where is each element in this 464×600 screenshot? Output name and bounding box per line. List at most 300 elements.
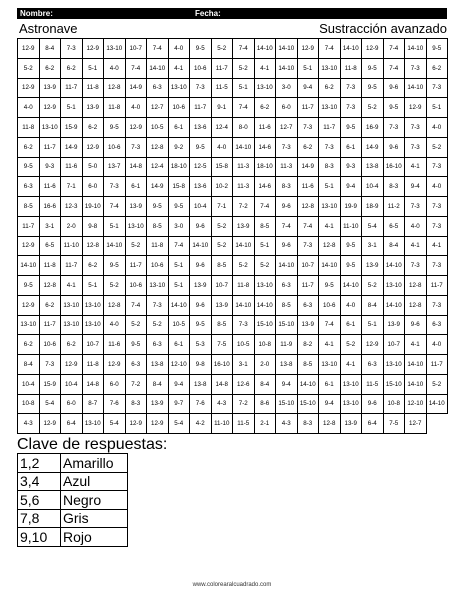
grid-cell[interactable]: 14-10 (426, 394, 448, 414)
grid-cell[interactable]: 14-10 (276, 256, 298, 276)
grid-cell[interactable]: 10-6 (125, 276, 147, 296)
grid-cell[interactable]: 12-9 (362, 335, 384, 355)
grid-cell[interactable]: 5-2 (340, 335, 362, 355)
grid-cell[interactable]: 7-4 (125, 295, 147, 315)
grid-cell[interactable]: 10-6 (319, 295, 341, 315)
grid-cell[interactable]: 12-9 (297, 39, 319, 59)
grid-cell[interactable]: 5-0 (82, 157, 104, 177)
grid-cell[interactable]: 5-1 (168, 276, 190, 296)
grid-cell[interactable]: 14-10 (276, 39, 298, 59)
grid-cell[interactable]: 2-0 (61, 216, 83, 236)
grid-cell[interactable]: 7-4 (254, 197, 276, 217)
grid-cell[interactable]: 7-3 (426, 197, 448, 217)
grid-cell[interactable]: 14-10 (319, 256, 341, 276)
grid-cell[interactable]: 7-3 (405, 256, 427, 276)
grid-cell[interactable]: 12-10 (405, 394, 427, 414)
grid-cell[interactable]: 13-10 (340, 374, 362, 394)
grid-cell[interactable]: 5-2 (426, 137, 448, 157)
grid-cell[interactable]: 6-2 (82, 118, 104, 138)
grid-cell[interactable]: 8-5 (211, 256, 233, 276)
grid-cell[interactable]: 11-8 (82, 355, 104, 375)
grid-cell[interactable]: 11-5 (362, 374, 384, 394)
grid-cell[interactable]: 10-4 (190, 197, 212, 217)
grid-cell[interactable]: 9-5 (340, 256, 362, 276)
grid-cell[interactable]: 13-10 (147, 276, 169, 296)
grid-cell[interactable]: 4-0 (125, 98, 147, 118)
grid-cell[interactable]: 11-7 (61, 78, 83, 98)
grid-cell[interactable]: 9-6 (383, 78, 405, 98)
grid-cell[interactable]: 6-2 (18, 335, 40, 355)
grid-cell[interactable]: 5-1 (104, 216, 126, 236)
grid-cell[interactable]: 13-7 (104, 157, 126, 177)
grid-cell[interactable]: 9-6 (383, 137, 405, 157)
grid-cell[interactable]: 8-7 (82, 394, 104, 414)
grid-cell[interactable]: 6-3 (125, 355, 147, 375)
grid-cell[interactable]: 14-6 (254, 137, 276, 157)
grid-cell[interactable]: 5-2 (211, 216, 233, 236)
grid-cell[interactable]: 15-9 (61, 118, 83, 138)
grid-cell[interactable]: 12-8 (82, 236, 104, 256)
grid-cell[interactable]: 10-6 (147, 256, 169, 276)
grid-cell[interactable]: 14-6 (254, 177, 276, 197)
grid-cell[interactable]: 7-3 (61, 39, 83, 59)
grid-cell[interactable]: 3-1 (233, 355, 255, 375)
grid-cell[interactable]: 4-0 (426, 177, 448, 197)
grid-cell[interactable]: 9-5 (190, 315, 212, 335)
grid-cell[interactable]: 14-9 (147, 177, 169, 197)
grid-cell[interactable]: 9-5 (18, 276, 40, 296)
grid-cell[interactable]: 9-5 (383, 98, 405, 118)
grid-cell[interactable]: 15-9 (39, 374, 61, 394)
grid-cell[interactable]: 13-10 (383, 276, 405, 296)
grid-cell[interactable]: 5-1 (426, 98, 448, 118)
grid-cell[interactable]: 6-3 (147, 335, 169, 355)
grid-cell[interactable]: 4-1 (61, 276, 83, 296)
grid-cell[interactable]: 6-2 (61, 335, 83, 355)
grid-cell[interactable]: 8-4 (18, 355, 40, 375)
grid-cell[interactable]: 4-3 (276, 414, 298, 434)
grid-cell[interactable]: 12-9 (125, 414, 147, 434)
grid-cell[interactable]: 5-2 (233, 58, 255, 78)
grid-cell[interactable]: 13-10 (383, 355, 405, 375)
grid-cell[interactable]: 5-3 (190, 335, 212, 355)
grid-cell[interactable]: 9-5 (190, 137, 212, 157)
grid-cell[interactable]: 8-4 (39, 39, 61, 59)
grid-cell[interactable]: 7-3 (426, 78, 448, 98)
grid-cell[interactable]: 13-10 (125, 216, 147, 236)
grid-cell[interactable]: 6-5 (383, 216, 405, 236)
grid-cell[interactable]: 18-10 (168, 157, 190, 177)
grid-cell[interactable]: 12-8 (405, 276, 427, 296)
grid-cell[interactable]: 14-10 (190, 236, 212, 256)
grid-cell[interactable]: 14-10 (340, 39, 362, 59)
grid-cell[interactable]: 8-2 (297, 335, 319, 355)
grid-cell[interactable]: 5-2 (211, 236, 233, 256)
grid-cell[interactable]: 10-8 (383, 394, 405, 414)
grid-cell[interactable]: 13-10 (82, 315, 104, 335)
grid-cell[interactable]: 15-10 (297, 394, 319, 414)
grid-cell[interactable]: 13-10 (82, 295, 104, 315)
grid-cell[interactable]: 10-4 (61, 374, 83, 394)
grid-cell[interactable]: 13-10 (39, 118, 61, 138)
grid-cell[interactable]: 15-10 (383, 374, 405, 394)
grid-cell[interactable]: 7-3 (276, 137, 298, 157)
grid-cell[interactable]: 6-0 (104, 374, 126, 394)
grid-cell[interactable]: 12-5 (190, 157, 212, 177)
grid-cell[interactable]: 5-1 (319, 177, 341, 197)
grid-cell[interactable]: 12-8 (319, 414, 341, 434)
grid-cell[interactable]: 9-6 (190, 295, 212, 315)
grid-cell[interactable]: 7-3 (340, 78, 362, 98)
grid-cell[interactable]: 14-10 (405, 355, 427, 375)
grid-cell[interactable]: 6-0 (276, 98, 298, 118)
grid-cell[interactable]: 15-10 (254, 315, 276, 335)
grid-cell[interactable]: 5-1 (82, 276, 104, 296)
grid-cell[interactable]: 7-4 (297, 216, 319, 236)
grid-cell[interactable]: 11-8 (104, 98, 126, 118)
grid-cell[interactable]: 4-1 (426, 236, 448, 256)
grid-cell[interactable]: 5-2 (426, 374, 448, 394)
grid-cell[interactable]: 6-1 (340, 137, 362, 157)
grid-cell[interactable]: 9-6 (362, 394, 384, 414)
grid-cell[interactable]: 2-1 (254, 414, 276, 434)
grid-cell[interactable]: 6-2 (254, 98, 276, 118)
grid-cell[interactable]: 6-1 (168, 118, 190, 138)
grid-cell[interactable]: 14-10 (383, 295, 405, 315)
grid-cell[interactable]: 14-9 (61, 137, 83, 157)
grid-cell[interactable]: 12-8 (297, 197, 319, 217)
grid-cell[interactable]: 10-6 (39, 335, 61, 355)
grid-cell[interactable]: 7-3 (319, 137, 341, 157)
grid-cell[interactable]: 6-1 (125, 177, 147, 197)
grid-cell[interactable]: 11-7 (39, 137, 61, 157)
grid-cell[interactable]: 9-4 (319, 394, 341, 414)
grid-cell[interactable]: 12-8 (104, 78, 126, 98)
grid-cell[interactable]: 8-6 (254, 394, 276, 414)
grid-cell[interactable]: 13-9 (39, 78, 61, 98)
grid-cell[interactable]: 14-10 (405, 374, 427, 394)
grid-cell[interactable]: 11-5 (233, 414, 255, 434)
grid-cell[interactable]: 9-5 (147, 197, 169, 217)
grid-cell[interactable]: 8-3 (383, 177, 405, 197)
grid-cell[interactable]: 9-6 (190, 256, 212, 276)
grid-cell[interactable]: 8-3 (297, 414, 319, 434)
grid-cell[interactable]: 11-3 (233, 157, 255, 177)
grid-cell[interactable]: 7-3 (297, 118, 319, 138)
grid-cell[interactable]: 11-3 (276, 157, 298, 177)
grid-cell[interactable]: 14-9 (297, 157, 319, 177)
grid-cell[interactable]: 10-2 (211, 177, 233, 197)
grid-cell[interactable]: 7-4 (319, 39, 341, 59)
grid-cell[interactable]: 13-10 (168, 78, 190, 98)
grid-cell[interactable]: 11-8 (147, 236, 169, 256)
grid-cell[interactable]: 14-8 (125, 157, 147, 177)
grid-cell[interactable]: 12-9 (104, 355, 126, 375)
grid-cell[interactable]: 13-9 (340, 414, 362, 434)
grid-cell[interactable]: 9-5 (125, 335, 147, 355)
grid-cell[interactable]: 6-3 (362, 355, 384, 375)
grid-cell[interactable]: 13-10 (319, 197, 341, 217)
grid-cell[interactable]: 18-10 (254, 157, 276, 177)
grid-cell[interactable]: 12-4 (147, 157, 169, 177)
grid-cell[interactable]: 9-8 (190, 355, 212, 375)
grid-cell[interactable]: 8-5 (18, 197, 40, 217)
grid-cell[interactable]: 3-1 (39, 216, 61, 236)
grid-cell[interactable]: 6-0 (82, 177, 104, 197)
grid-cell[interactable]: 11-6 (61, 157, 83, 177)
grid-cell[interactable]: 11-8 (18, 118, 40, 138)
grid-cell[interactable]: 12-9 (125, 118, 147, 138)
grid-cell[interactable]: 7-2 (233, 197, 255, 217)
grid-cell[interactable]: 7-2 (233, 394, 255, 414)
grid-cell[interactable]: 11-6 (297, 177, 319, 197)
grid-cell[interactable]: 7-3 (39, 355, 61, 375)
grid-cell[interactable]: 6-1 (340, 315, 362, 335)
grid-cell[interactable]: 6-2 (18, 137, 40, 157)
grid-cell[interactable]: 14-10 (276, 58, 298, 78)
grid-cell[interactable]: 4-3 (211, 394, 233, 414)
grid-cell[interactable]: 13-9 (190, 276, 212, 296)
grid-cell[interactable]: 11-8 (233, 276, 255, 296)
grid-cell[interactable]: 5-2 (147, 315, 169, 335)
grid-cell[interactable]: 12-9 (39, 98, 61, 118)
grid-cell[interactable]: 13-10 (61, 315, 83, 335)
grid-cell[interactable]: 9-5 (319, 276, 341, 296)
grid-cell[interactable]: 7-5 (211, 335, 233, 355)
grid-cell[interactable]: 4-1 (405, 335, 427, 355)
grid-cell[interactable]: 9-5 (362, 78, 384, 98)
grid-cell[interactable]: 5-2 (362, 98, 384, 118)
grid-cell[interactable]: 3-1 (362, 236, 384, 256)
grid-cell[interactable]: 5-1 (61, 98, 83, 118)
grid-cell[interactable]: 10-7 (211, 276, 233, 296)
grid-cell[interactable]: 11-10 (340, 216, 362, 236)
grid-cell[interactable]: 5-2 (18, 58, 40, 78)
grid-cell[interactable]: 6-4 (362, 414, 384, 434)
grid-cell[interactable]: 7-4 (276, 216, 298, 236)
grid-cell[interactable]: 12-9 (82, 137, 104, 157)
grid-cell[interactable]: 16-10 (211, 355, 233, 375)
grid-cell[interactable]: 12-9 (18, 236, 40, 256)
grid-cell[interactable]: 7-3 (426, 157, 448, 177)
grid-cell[interactable]: 10-5 (147, 118, 169, 138)
grid-cell[interactable]: 10-4 (18, 374, 40, 394)
grid-cell[interactable]: 7-5 (383, 414, 405, 434)
grid-cell[interactable]: 9-5 (362, 58, 384, 78)
grid-cell[interactable]: 7-4 (383, 58, 405, 78)
grid-cell[interactable]: 12-7 (147, 98, 169, 118)
grid-cell[interactable]: 11-8 (39, 256, 61, 276)
grid-cell[interactable]: 13-6 (190, 177, 212, 197)
grid-cell[interactable]: 10-7 (125, 39, 147, 59)
grid-cell[interactable]: 14-10 (297, 374, 319, 394)
grid-cell[interactable]: 9-6 (190, 216, 212, 236)
grid-cell[interactable]: 12-7 (276, 118, 298, 138)
grid-cell[interactable]: 4-0 (405, 216, 427, 236)
grid-cell[interactable]: 5-2 (362, 276, 384, 296)
grid-cell[interactable]: 12-8 (405, 295, 427, 315)
grid-cell[interactable]: 11-7 (297, 276, 319, 296)
grid-cell[interactable]: 8-5 (297, 355, 319, 375)
grid-cell[interactable]: 13-10 (82, 414, 104, 434)
grid-cell[interactable]: 9-6 (276, 197, 298, 217)
grid-cell[interactable]: 11-7 (297, 98, 319, 118)
grid-cell[interactable]: 13-8 (190, 374, 212, 394)
grid-cell[interactable]: 5-2 (125, 315, 147, 335)
grid-cell[interactable]: 4-0 (340, 295, 362, 315)
grid-cell[interactable]: 19-9 (340, 197, 362, 217)
grid-cell[interactable]: 13-10 (254, 78, 276, 98)
grid-cell[interactable]: 11-6 (39, 177, 61, 197)
grid-cell[interactable]: 8-5 (254, 216, 276, 236)
grid-cell[interactable]: 16-9 (362, 118, 384, 138)
grid-cell[interactable]: 4-1 (405, 157, 427, 177)
grid-cell[interactable]: 13-9 (82, 98, 104, 118)
grid-cell[interactable]: 9-3 (340, 157, 362, 177)
grid-cell[interactable]: 5-4 (39, 394, 61, 414)
grid-cell[interactable]: 11-8 (340, 58, 362, 78)
grid-cell[interactable]: 14-10 (18, 256, 40, 276)
grid-cell[interactable]: 8-3 (276, 177, 298, 197)
grid-cell[interactable]: 9-4 (340, 177, 362, 197)
grid-cell[interactable]: 12-7 (405, 414, 427, 434)
grid-cell[interactable]: 12-3 (61, 197, 83, 217)
grid-cell[interactable]: 7-3 (340, 98, 362, 118)
grid-cell[interactable]: 4-0 (18, 98, 40, 118)
grid-cell[interactable]: 9-6 (405, 315, 427, 335)
grid-cell[interactable]: 5-2 (211, 39, 233, 59)
grid-cell[interactable]: 5-1 (82, 58, 104, 78)
grid-cell[interactable]: 9-4 (405, 177, 427, 197)
grid-cell[interactable]: 10-5 (168, 315, 190, 335)
grid-cell[interactable]: 9-5 (104, 256, 126, 276)
grid-cell[interactable]: 4-1 (319, 216, 341, 236)
grid-cell[interactable]: 7-3 (297, 236, 319, 256)
grid-cell[interactable]: 14-10 (405, 78, 427, 98)
grid-cell[interactable]: 6-3 (147, 78, 169, 98)
grid-cell[interactable]: 8-4 (147, 374, 169, 394)
grid-cell[interactable]: 14-9 (125, 78, 147, 98)
grid-cell[interactable]: 13-10 (340, 394, 362, 414)
grid-cell[interactable]: 4-0 (168, 39, 190, 59)
grid-cell[interactable]: 7-6 (104, 394, 126, 414)
grid-cell[interactable]: 7-3 (190, 78, 212, 98)
grid-cell[interactable]: 12-6 (233, 374, 255, 394)
grid-cell[interactable]: 10-6 (104, 137, 126, 157)
grid-cell[interactable]: 11-9 (276, 335, 298, 355)
grid-cell[interactable]: 13-8 (276, 355, 298, 375)
grid-cell[interactable]: 7-3 (147, 295, 169, 315)
grid-cell[interactable]: 13-10 (104, 39, 126, 59)
grid-cell[interactable]: 13-9 (147, 394, 169, 414)
grid-cell[interactable]: 5-1 (254, 236, 276, 256)
grid-cell[interactable]: 5-1 (362, 315, 384, 335)
grid-cell[interactable]: 11-2 (383, 197, 405, 217)
grid-cell[interactable]: 6-1 (168, 335, 190, 355)
grid-cell[interactable]: 13-9 (125, 197, 147, 217)
grid-cell[interactable]: 6-2 (319, 78, 341, 98)
grid-cell[interactable]: 11-6 (254, 118, 276, 138)
grid-cell[interactable]: 11-7 (18, 216, 40, 236)
grid-cell[interactable]: 7-1 (61, 177, 83, 197)
grid-cell[interactable]: 14-9 (362, 137, 384, 157)
grid-cell[interactable]: 12-8 (104, 295, 126, 315)
grid-cell[interactable]: 12-9 (18, 39, 40, 59)
grid-cell[interactable]: 18-9 (362, 197, 384, 217)
grid-cell[interactable]: 14-10 (147, 58, 169, 78)
grid-cell[interactable]: 9-3 (39, 157, 61, 177)
grid-cell[interactable]: 7-6 (190, 394, 212, 414)
grid-cell[interactable]: 5-2 (233, 256, 255, 276)
grid-cell[interactable]: 12-9 (61, 355, 83, 375)
grid-cell[interactable]: 13-8 (362, 157, 384, 177)
grid-cell[interactable]: 7-4 (233, 98, 255, 118)
grid-cell[interactable]: 16-10 (383, 157, 405, 177)
grid-cell[interactable]: 10-7 (82, 335, 104, 355)
grid-cell[interactable]: 4-0 (104, 58, 126, 78)
grid-cell[interactable]: 12-4 (211, 118, 233, 138)
grid-cell[interactable]: 11-7 (426, 355, 448, 375)
grid-cell[interactable]: 4-1 (254, 58, 276, 78)
grid-cell[interactable]: 4-1 (340, 355, 362, 375)
grid-cell[interactable]: 7-4 (147, 39, 169, 59)
grid-cell[interactable]: 10-5 (233, 335, 255, 355)
grid-cell[interactable]: 14-10 (233, 137, 255, 157)
grid-cell[interactable]: 6-3 (276, 276, 298, 296)
grid-cell[interactable]: 5-1 (297, 58, 319, 78)
grid-cell[interactable]: 9-5 (190, 39, 212, 59)
grid-cell[interactable]: 7-4 (125, 58, 147, 78)
grid-cell[interactable]: 14-10 (340, 276, 362, 296)
grid-cell[interactable]: 5-1 (233, 78, 255, 98)
grid-cell[interactable]: 19-10 (82, 197, 104, 217)
grid-cell[interactable]: 3-0 (168, 216, 190, 236)
grid-cell[interactable]: 10-7 (383, 335, 405, 355)
grid-cell[interactable]: 11-7 (426, 276, 448, 296)
grid-cell[interactable]: 11-7 (39, 315, 61, 335)
grid-cell[interactable]: 14-10 (383, 256, 405, 276)
grid-cell[interactable]: 6-5 (39, 236, 61, 256)
grid-cell[interactable]: 12-8 (319, 236, 341, 256)
grid-cell[interactable]: 15-8 (168, 177, 190, 197)
grid-cell[interactable]: 10-8 (18, 394, 40, 414)
grid-cell[interactable]: 3-0 (276, 78, 298, 98)
grid-cell[interactable]: 7-3 (383, 118, 405, 138)
grid-cell[interactable]: 9-5 (340, 236, 362, 256)
grid-cell[interactable]: 10-8 (254, 335, 276, 355)
grid-cell[interactable]: 11-7 (319, 118, 341, 138)
grid-cell[interactable]: 4-1 (168, 58, 190, 78)
grid-cell[interactable]: 14-10 (233, 295, 255, 315)
grid-cell[interactable]: 6-2 (39, 58, 61, 78)
grid-cell[interactable]: 14-8 (211, 374, 233, 394)
grid-cell[interactable]: 6-2 (39, 295, 61, 315)
grid-cell[interactable]: 13-10 (319, 355, 341, 375)
grid-cell[interactable]: 14-10 (405, 39, 427, 59)
grid-cell[interactable]: 6-2 (297, 137, 319, 157)
grid-cell[interactable]: 4-0 (104, 315, 126, 335)
grid-cell[interactable]: 7-3 (405, 118, 427, 138)
grid-cell[interactable]: 4-0 (211, 137, 233, 157)
grid-cell[interactable]: 9-4 (297, 78, 319, 98)
grid-cell[interactable]: 7-3 (125, 137, 147, 157)
grid-cell[interactable]: 7-3 (426, 295, 448, 315)
grid-cell[interactable]: 9-8 (82, 216, 104, 236)
grid-cell[interactable]: 5-4 (168, 414, 190, 434)
grid-cell[interactable]: 4-1 (405, 236, 427, 256)
grid-cell[interactable]: 6-1 (319, 374, 341, 394)
grid-cell[interactable]: 7-3 (405, 58, 427, 78)
